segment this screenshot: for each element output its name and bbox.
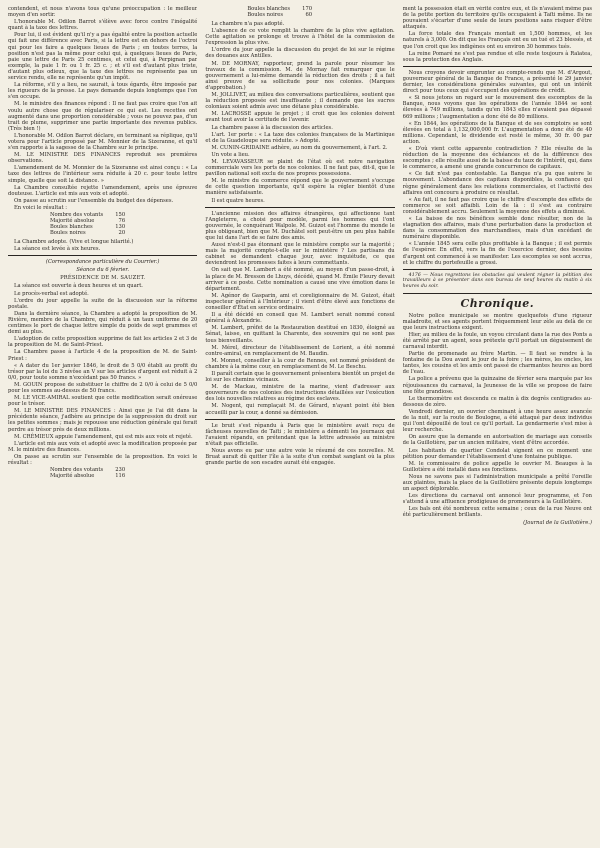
paragraph: M. le ministre des finances répond : Il ne faut pas croire que l'on ait voulu autre chose que de régulariser ce qui est. Les recettes ont augmenté dans une proportion considérable ; vous ne pouvez pas, d'un trait de plume, supprimer une partie importante des revenus publics. (Très bien !) [8, 101, 198, 132]
paragraph: Les habitants du quartier Condolat signent en ce moment une pétition pour demander l'établissement d'une fontaine publique. [402, 447, 592, 460]
paragraph: ment la possession était en vérité contre eux, et ils n'avaient même pas de la petite portion du territoire qu'ils occupaient à Taïti même. Ils ne pouvaient s'écarter d'une seule de leurs positions sans risquer d'être attaqués. [402, 6, 592, 31]
paragraph: M. de Mackau, ministre de la marine, vient d'adresser aux gouverneurs de nos colonies des instructions détaillées sur l'exécution des lois nouvelles relatives au régime des esclaves. [205, 384, 395, 403]
source-attribution: (Journal de la Guillotière.) [523, 519, 592, 526]
paragraph: Un vote a lieu. [211, 151, 250, 158]
paragraph: M. JOLLIVET, au milieu des conversations particulières, soutient que la réduction proposée est insuffisante ; il demande que les sucres coloniaux soient admis avec une détaxe plus considérable. [205, 92, 395, 111]
vote-row: Boules blanches 130 [50, 224, 126, 230]
paragraph: On assure que la demande en autorisation de mariage aux conseils de la Guillotière, par un ancien militaire, vient d'être accordée. [402, 434, 592, 447]
paragraph: M. LE MINISTRE DES FINANCES reproduit ses premières observations. [8, 152, 198, 165]
paragraph: Partie de promenade au frère Martin. — Il faut se rendre à la fontaine de la Dou avant le jour de la foire ; les mères, les oncles, les tantes, les cousins et les amis ont passé de charmantes heures au bord de l'eau. [402, 351, 592, 376]
paragraph: La police a prévenu que la quinzaine de février sera marquée par les réjouissances du carnaval, la Jeunesse de la ville se propose de faire une fête grandiose. [402, 376, 592, 395]
divider [403, 66, 592, 67]
vote-row: Nombre des votants 230 [50, 467, 126, 474]
paragraph: On passe au scrutin sur l'ensemble de la proposition. En voici le résultat : [8, 453, 198, 466]
correspondence-label: (Correspondance particulière du Courrier.) [45, 259, 160, 266]
paragraph: M. LE MINISTRE DES FINANCES : Ainsi que je l'ai dit dans la précédente séance, j'adhère au principe de la suppression du droit sur les petites sommes ; mais je repousse une réduction générale qui ferait perdre au trésor près de deux millions. [8, 408, 198, 433]
paragraph: « Si nous jetons un regard sur le mouvement des escomptes de la Banque, nous voyons que les opérations de l'année 1844 se sont élevées à 749 millions, tandis qu'en 1843 elles n'avaient pas dépassé 669 millions ; l'augmentation a donc été de 80 millions. [402, 95, 592, 120]
paragraph: Nous croyons devoir emprunter au compte-rendu que M. d'Argout, gouverneur général de la Banque de France, a présenté le 29 janvier dernier, les considérations générales suivantes, qui ont un intérêt direct pour tous ceux qui s'occupent des opérations de crédit. [402, 69, 592, 95]
vote-row: Boules blanches 170 [247, 6, 313, 12]
paragraph: Il a été décidé en conseil que M. Lambert serait nommé consul général à Alexandrie. [205, 312, 395, 325]
vote-intro: En voici le résultat : [14, 204, 67, 211]
divider [8, 255, 197, 256]
paragraph: M. GOUIN propose de substituer le chiffre de 2 0/0 à celui de 5 0/0 pour les sommes au-dessus de 50 francs. [8, 381, 198, 394]
paragraph: L'ordre du jour appelle la suite de la discussion sur la réforme postale. [8, 297, 198, 310]
paragraph: Les directions du carnaval ont annoncé leur programme, et l'on s'attend à une affluence prodigieuse de promeneurs à la Guillotière. [402, 493, 592, 506]
vote-results-table [245, 6, 314, 18]
vote-row: Boules noires 60 [247, 12, 313, 18]
vote-row: Boules noires 20 [50, 230, 126, 236]
column-3 [403, 6, 592, 844]
paragraph: « A dater du 1er janvier 1846, le droit de 5 0/0 établi au profit du trésor par la loi du 3 nivôse an V sur les articles d'argent est réduit à 2 0/0, pour toute somme n'excédant pas 50 francs. » [8, 362, 198, 381]
paragraph: M. Monnet, conseiller à la cour de Rennes, est nommé président de chambre à la même cour, en remplacement de M. Le Beschu. [205, 357, 395, 370]
paragraph: M. Agénor de Gasparin, ami et coreligionnaire de M. Guizot, était inspecteur général à l'Intérieur ; il vient d'être élevé aux fonctions de conseiller d'État en service ordinaire. [205, 292, 395, 312]
paragraph: « La baisse de nos bénéfices semble donc résulter, non de la stagnation des affaires, mais d'une perturbation dans la production et dans la consommation des marchandises, mais d'un excédant de numéraire disponible. [402, 216, 592, 241]
notice: 4176 — Nous regrettons les obstacles qui veulent régner la pétition des travailleurs à se présenter dans son bureau de neuf heures du matin à six heures du soir. [402, 272, 592, 289]
paragraph: Nous avons eu par une autre voie le résumé de ces nouvelles. M. Bruat aurait dû quitter l'île à la suite d'un combat sanglant où la plus grande partie de son escadre aurait été engagée. [205, 448, 395, 467]
paragraph: Aussi n'est-il pas étonnant que le ministère compte sur la majorité ; mais la majorité compte-t-elle sur le ministère ? Les partisans du cabinet se demandent chaque jour, avec inquiétude, ce que deviendront les promesses faites à leurs commettants. [205, 242, 395, 267]
session-date: Séance du 6 février. [76, 267, 129, 274]
paragraph: La chambre n'a pas adopté. [211, 21, 285, 27]
column-2 [205, 6, 394, 844]
vote-row: Nombre des votants 150 [50, 212, 126, 218]
paragraph: M. Mérel, directeur de l'établissement de Lorient, a été nommé contre-amiral, en remplacement de M. Baudin. [205, 344, 395, 357]
paragraph: Les bals ont été nombreux cette semaine ; ceux de la rue Neuve ont été particulièrement brillants. [402, 506, 592, 519]
paragraph: « L'année 1845 sera celle plus profitable à la Banque ; il est permis de l'espérer. En effet, vers la fin de l'exercice dernier, des besoins d'argent ont commencé à se manifester. Les escomptes se sont accrus, et le chiffre du portefeuille a grossi. [402, 241, 592, 266]
paragraph: Il est quatre heures. [211, 197, 265, 204]
paragraph: M. LACROSSE appuie le projet ; il croit que les colonies doivent avant tout avoir la certitude de l'avenir. [205, 111, 395, 124]
paragraph: Hier, au milieu de la foule, un voyou circulant dans la rue des Ponts a été arrêté par un agent, sous prétexte qu'il portait un déguisement de carnaval interdit. [402, 331, 592, 350]
divider [403, 269, 592, 270]
paragraph: Il paraît certain que le gouvernement présentera bientôt un projet de loi sur les chemins vicinaux. [205, 370, 395, 384]
paragraph: « Ce fait n'est pas contestable. La Banque n'a pu que suivre le mouvement. L'abondance des capitaux disponibles, la confiance qui règne généralement dans les relations commerciales, et l'activité des affaires ont concouru à produire ce résultat. [402, 171, 592, 196]
divider [205, 207, 394, 208]
paragraph: L'article est mis aux voix et adopté avec la modification proposée par M. le ministre des finances. [8, 440, 198, 453]
paragraph: Le bruit s'est répandu à Paris que le ministère avait reçu de fâcheuses nouvelles de Taïti ; le ministère a démenti les journaux qui l'avaient répandu, en prétendant que la lettre adressée au ministre n'était pas officielle. [205, 422, 395, 447]
vote-row: Majorité absolue 76 [50, 218, 126, 224]
paragraph: Le thermomètre est descendu ce matin à dix degrés centigrades au-dessous de zéro. [402, 395, 592, 408]
presidency-heading: PRÉSIDENCE DE M. SAUZET. [60, 275, 146, 282]
paragraph: Notre police municipale se montre quelquefois d'une rigueur maladroite, et ses agents portent fréquemment leur zèle au delà de ce que leurs instructions exigent. [402, 312, 592, 331]
paragraph: « En 1844, les opérations de la Banque et de ses comptoirs se sont élevées en total à 1,132,000,000 fr. L'augmentation a donc été de 40 millions. Cependant, le dividende est resté le même, 30 fr. 00 par action. [402, 120, 592, 145]
paragraph: La chambre passe à la discussion des articles. [211, 124, 333, 131]
paragraph: La séance est ouverte à deux heures et un quart. [14, 283, 143, 290]
paragraph: On sait que M. Lambert a été nommé, au moyen d'un passe-droit, à la place de M. Bresson de Lhuys, décédé, quand M. Émile Fleury devait arriver à ce poste. Cette nomination a causé une vive émotion dans le département. [205, 267, 395, 292]
paragraph: M. DE MORNAY, rapporteur, prend la parole pour résumer les travaux de la commission. M. de Mornay fait remarquer que le gouvernement a lui-même demandé la réduction des droits ; il a fait ainsi preuve de sa sollicitude pour nos colonies. (Marques d'approbation.) [205, 60, 395, 91]
paragraph: La Chambre consultée rejette l'amendement, après une épreuve douteuse. L'article est mis aux voix et adopté. [8, 184, 198, 197]
paragraph: L'art. 1er porte : « La taxe des colonies françaises de la Martinique et de la Guadeloupe sera réduite. » Adopté. [205, 131, 395, 144]
paragraph: Vendredi dernier, un ouvrier cheminant à une heure assez avancée de la nuit, sur la route de Boulogne, a été attaqué par deux individus qui l'ont dépouillé de tout ce qu'il portait. La gendarmerie s'est mise à leur recherche. [402, 408, 592, 434]
paragraph: M. CRÉMIEUX appuie l'amendement, qui est mis aux voix et rejeté. [14, 433, 193, 440]
paragraph: M. Lambert, préfet de la Restauration destitué en 1830, éloigné au Sénat, laisse, en quittant la Charente, des souvenirs qui ne sont pas tous bienveillants. [205, 325, 395, 344]
paragraph: M. LE VICE-AMIRAL soutient que cette modification serait onéreuse pour le trésor. [8, 395, 198, 408]
vote-results-table [48, 467, 127, 479]
paragraph: La Chambre adopte. (Vive et longue hilarité.) [14, 239, 134, 245]
column-1 [8, 6, 197, 844]
paragraph: Nous ne savons pas si l'administration municipale a prêté l'oreille aux plaintes, mais la place de la Guillotière présente depuis longtemps un aspect déplorable. [402, 473, 592, 493]
paragraph: Le procès-verbal est adopté. [14, 290, 89, 297]
paragraph: La réforme, s'il y a lieu, ne saurait, à tous égards, être imposée par les rigueurs de la presse. Le pays demande depuis longtemps que l'on s'en occupe. [8, 82, 198, 101]
chronique-heading [403, 297, 592, 311]
paragraph: L'adoption de cette proposition supprime de fait les articles 2 et 3 de la proposition de M. de Saint-Priest. [8, 336, 198, 349]
paragraph: La force totale des Français montait en 1,500 hommes, et les naturels à 3,000. On dit que les Français ont eu un tué et 23 blessés, et que l'on croit que les indigènes ont eu environ 30 hommes tués. [402, 31, 592, 50]
paragraph: La reine Pomaré ne s'est pas rendue et elle reste toujours à Raïatea, sous la protection des Anglais. [402, 50, 592, 63]
divider [205, 419, 394, 420]
paragraph: M. le ministre du commerce répond que le gouvernement s'occupe de cette question importante, qu'il espère la régler bientôt d'une manière satisfaisante. [205, 178, 395, 197]
paragraph: L'amendement de M. Monnier de la Sizeranne est ainsi conçu : « La taxe des lettres de l'intérieur sera réduite à 20 c. pour toute lettre simple, quelle que soit la distance. » [8, 165, 198, 184]
vote-results-table [48, 212, 127, 236]
paragraph: On passe au scrutin sur l'ensemble du budget des dépenses. [14, 197, 174, 204]
divider [403, 293, 592, 294]
paragraph: La Chambre passe à l'article 4 de la proposition de M. de Saint-Priest : [8, 349, 198, 362]
paragraph: M. CUNIN-GRIDAINE adhère, au nom du gouvernement, à l'art. 2. [211, 144, 388, 151]
paragraph: contendent, et nous n'avons tous qu'une préoccupation : le meilleur moyen d'en sortir. [8, 6, 198, 19]
paragraph: M. le commissaire de police appelle le ouvrier M. Beauges à la Guillotière a été installé dans ses fonctions. [402, 460, 592, 473]
paragraph: « D'où vient cette apparente contradiction ? Elle résulte de la réduction de la moyenne des échéances et de la différence des escomptes ; elle résulte aussi de la baisse du taux de l'intérêt, qui, dans le commerce, a amené une grande concurrence de capitaux. [402, 145, 592, 171]
paragraph: L'absence de ce vote remplit la chambre de la plus vive agitation. Cette agitation se prolonge et trouve à l'hôtel de la commission de l'expression la plus vive. [205, 28, 395, 47]
paragraph: L'ancienne mission des affaires étrangères, qui affectionne tant l'Angleterre, a choisi pour modèle, parmi les hommes qui l'ont gouvernée, le conquérant Walpole. M. Guizot est l'homme du monde le plus obligeant, bien que M. Duchâtel soit peut-être un peu plus habile que lui dans l'art de se faire des amis. [205, 210, 395, 241]
paragraph: « Au fait, il ne faut pas croire que le chiffre d'escompte des effets de commerce se soit affaibli. Loin de là : il s'est au contraire considérablement accru. Seulement la moyenne des effets a diminué. [402, 196, 592, 215]
paragraph: L'ordre du jour appelle la discussion du projet de loi sur le régime des douanes aux Antilles. [205, 47, 395, 60]
vote-row: Majorité absolue 116 [50, 473, 126, 480]
paragraph: M. LEVAVASSEUR se plaint de l'état où est notre navigation commerciale vers les ports de nos colonies. Il ne faut pas, dit-il, que le pavillon national soit exclu de nos propres possessions. [205, 158, 395, 178]
paragraph: L'honorable M. Odilon Barrot déclare, en terminant sa réplique, qu'il votera pour l'article proposé par M. Monnier de la Sizeranne, et qu'il s'en rapporte à la sagesse de la Chambre sur le principe. [8, 132, 198, 152]
paragraph: Dans la dernière séance, la Chambre a adopté la proposition de M. Rivière, membre de la Chambre, qui réduit à un taux uniforme de 20 centimes le port de chaque lettre simple du poids de sept grammes et demi au plus. [8, 310, 198, 336]
paragraph: Pour lui, il est évident qu'il n'y a pas égalité entre la position actuelle qui fait une différence avec Paris, si la lettre est en dehors de l'octroi qui pour les faire a quelques lieues de Paris ; en toutes terres, la position n'est pas la même pour celui qui, à quelques lieues de Paris, paie une lettre de Paris 25 centimes, et celui qui, à Perpignan par exemple, la paie 1 fr. ou 1 fr. 25 c. ; et s'il est d'autant plus triste, d'autant plus odieux, que la taxe des lettres ne représente pas un service rendu, elle ne représente qu'un impôt. [8, 32, 198, 82]
paragraph: M. Nogent, qui remplaçait M. de Gérard, n'ayant point été bien accueilli par la cour, a donné sa démission. [205, 403, 395, 416]
chronique-title: Chronique. [460, 296, 535, 310]
paragraph: L'honorable M. Odilon Barrot s'élève avec force contre l'inégalité quant à la taxe des lettres. [8, 19, 198, 32]
paragraph: La séance est levée à six heures. [14, 246, 101, 253]
